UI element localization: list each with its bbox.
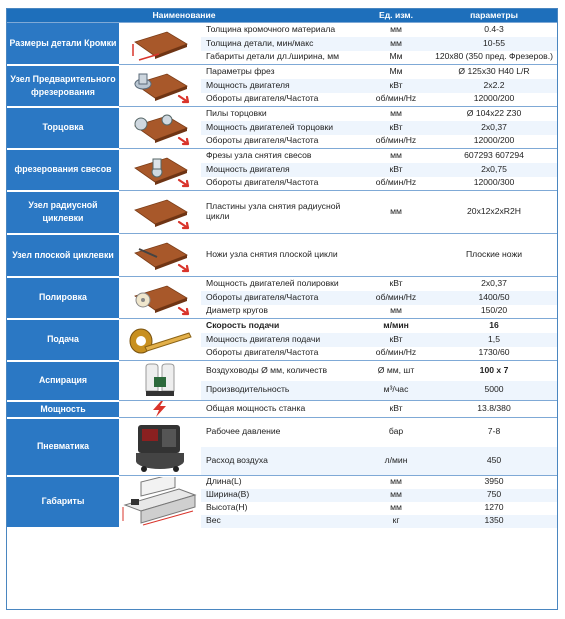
radius-scraper-icon <box>119 191 201 234</box>
param-unit: м³/час <box>361 381 431 401</box>
param-value: Ø 104x22 Z30 <box>431 107 557 121</box>
param-name: Обороты двигателя/Частота <box>201 347 361 361</box>
section-label: Аспирация <box>7 361 119 401</box>
param-name: Параметры фрез <box>201 65 361 79</box>
param-name: Длина(L) <box>201 476 361 489</box>
param-unit: Мм <box>361 65 431 79</box>
param-value: 10-55 <box>431 37 557 51</box>
param-unit: мм <box>361 502 431 515</box>
overhang-milling-icon <box>119 149 201 191</box>
power-lightning-icon <box>119 401 201 418</box>
param-unit: мм <box>361 305 431 319</box>
param-value: 2x0,37 <box>431 121 557 135</box>
spec-sheet <box>6 8 558 610</box>
param-unit: кВт <box>361 333 431 347</box>
param-unit: об/мин/Hz <box>361 135 431 149</box>
param-name: Толщина детали, мин/макс <box>201 37 361 51</box>
param-name: Толщина кромочного материала <box>201 23 361 37</box>
air-compressor-icon <box>119 418 201 476</box>
param-unit: м/мин <box>361 319 431 333</box>
table-row <box>7 234 557 277</box>
param-unit: кВт <box>361 121 431 135</box>
param-unit: Мм <box>361 51 431 65</box>
param-name: Пластины узла снятия радиусной цикли <box>201 191 361 234</box>
param-unit: кВт <box>361 401 431 418</box>
param-value: 1350 <box>431 515 557 528</box>
param-unit: мм <box>361 489 431 502</box>
spec-body <box>7 23 557 528</box>
param-unit: об/мин/Hz <box>361 177 431 191</box>
param-name: Производительность <box>201 381 361 401</box>
param-name: Вес <box>201 515 361 528</box>
param-value: 1,5 <box>431 333 557 347</box>
param-unit: мм <box>361 37 431 51</box>
dust-collector-icon <box>119 361 201 401</box>
table-row <box>7 277 557 291</box>
header-name: Наименование <box>7 9 361 23</box>
param-unit: мм <box>361 107 431 121</box>
section-label: Мощность <box>7 401 119 418</box>
param-value: 0.4-3 <box>431 23 557 37</box>
param-value: 3950 <box>431 476 557 489</box>
param-value: 2x0,37 <box>431 277 557 291</box>
param-value: 20x12x2xR2H <box>431 191 557 234</box>
param-name: Высота(H) <box>201 502 361 515</box>
param-value: 13.8/380 <box>431 401 557 418</box>
param-unit: бар <box>361 418 431 447</box>
section-label: Узел Предварительного фрезерования <box>7 65 119 107</box>
param-value: 100 x 7 <box>431 361 557 381</box>
pre-milling-unit-icon <box>119 65 201 107</box>
param-value: 2x2.2 <box>431 79 557 93</box>
section-label: Узел плоской циклевки <box>7 234 119 277</box>
param-name: Ширина(B) <box>201 489 361 502</box>
param-value: 1400/50 <box>431 291 557 305</box>
section-label: Пневматика <box>7 418 119 476</box>
table-row <box>7 191 557 234</box>
param-name: Рабочее давление <box>201 418 361 447</box>
param-name: Фрезы узла снятия свесов <box>201 149 361 163</box>
header-unit: Ед. изм. <box>361 9 431 23</box>
param-value: 12000/300 <box>431 177 557 191</box>
polishing-unit-icon <box>119 277 201 319</box>
param-unit: мм <box>361 191 431 234</box>
param-unit: Ø мм, шт <box>361 361 431 381</box>
param-unit: мм <box>361 23 431 37</box>
param-name: Расход воздуха <box>201 447 361 476</box>
param-name: Мощность двигателей полировки <box>201 277 361 291</box>
table-row <box>7 319 557 333</box>
section-label: фрезерования свесов <box>7 149 119 191</box>
param-unit: мм <box>361 149 431 163</box>
param-unit: об/мин/Hz <box>361 93 431 107</box>
table-row <box>7 476 557 489</box>
param-value: 12000/200 <box>431 93 557 107</box>
param-value: 1730/60 <box>431 347 557 361</box>
param-value: 7-8 <box>431 418 557 447</box>
header-params: параметры <box>431 9 557 23</box>
section-label: Подача <box>7 319 119 361</box>
table-row <box>7 149 557 163</box>
param-name: Мощность двигателей торцовки <box>201 121 361 135</box>
param-value: 16 <box>431 319 557 333</box>
param-name: Ножи узла снятия плоской цикли <box>201 234 361 277</box>
param-value: 450 <box>431 447 557 476</box>
table-row <box>7 418 557 447</box>
param-unit: кг <box>361 515 431 528</box>
param-unit: л/мин <box>361 447 431 476</box>
param-unit: об/мин/Hz <box>361 291 431 305</box>
section-label: Габариты <box>7 476 119 528</box>
table-row <box>7 23 557 37</box>
param-name: Диаметр кругов <box>201 305 361 319</box>
edge-bander-machine-icon <box>119 476 201 528</box>
param-value: 750 <box>431 489 557 502</box>
param-value: 120x80 (350 пред. Фрезеров.) <box>431 51 557 65</box>
param-value: Плоские ножи <box>431 234 557 277</box>
section-label: Размеры детали Кромки <box>7 23 119 65</box>
param-unit <box>361 234 431 277</box>
table-row <box>7 401 557 418</box>
param-unit: мм <box>361 476 431 489</box>
param-value: 607293 607294 <box>431 149 557 163</box>
param-unit: кВт <box>361 277 431 291</box>
table-row <box>7 361 557 381</box>
param-value: 1270 <box>431 502 557 515</box>
param-name: Скорость подачи <box>201 319 361 333</box>
section-label: Узел радиусной циклевки <box>7 191 119 234</box>
param-unit: кВт <box>361 163 431 177</box>
param-name: Обороты двигателя/Частота <box>201 135 361 149</box>
feed-track-icon <box>119 319 201 361</box>
spec-table <box>7 9 557 529</box>
param-name: Мощность двигателя <box>201 79 361 93</box>
end-trimming-saw-icon <box>119 107 201 149</box>
param-unit: об/мин/Hz <box>361 347 431 361</box>
param-value: 5000 <box>431 381 557 401</box>
param-value: 12000/200 <box>431 135 557 149</box>
wood-panel-dimensions-icon <box>119 23 201 65</box>
param-name: Обороты двигателя/Частота <box>201 291 361 305</box>
table-row <box>7 107 557 121</box>
header-row <box>7 9 557 23</box>
param-name: Общая мощность станка <box>201 401 361 418</box>
param-name: Воздуховоды Ø мм, количеств <box>201 361 361 381</box>
table-row <box>7 65 557 79</box>
param-value: Ø 125x30 H40 L/R <box>431 65 557 79</box>
param-unit: кВт <box>361 79 431 93</box>
param-name: Пилы торцовки <box>201 107 361 121</box>
param-name: Мощность двигателя подачи <box>201 333 361 347</box>
param-value: 150/20 <box>431 305 557 319</box>
param-name: Габариты детали дл./ширина, мм <box>201 51 361 65</box>
section-label: Торцовка <box>7 107 119 149</box>
flat-scraper-icon <box>119 234 201 277</box>
param-name: Обороты двигателя/Частота <box>201 177 361 191</box>
section-label: Полировка <box>7 277 119 319</box>
param-name: Обороты двигателя/Частота <box>201 93 361 107</box>
param-value: 2x0,75 <box>431 163 557 177</box>
param-name: Мощность двигателя <box>201 163 361 177</box>
